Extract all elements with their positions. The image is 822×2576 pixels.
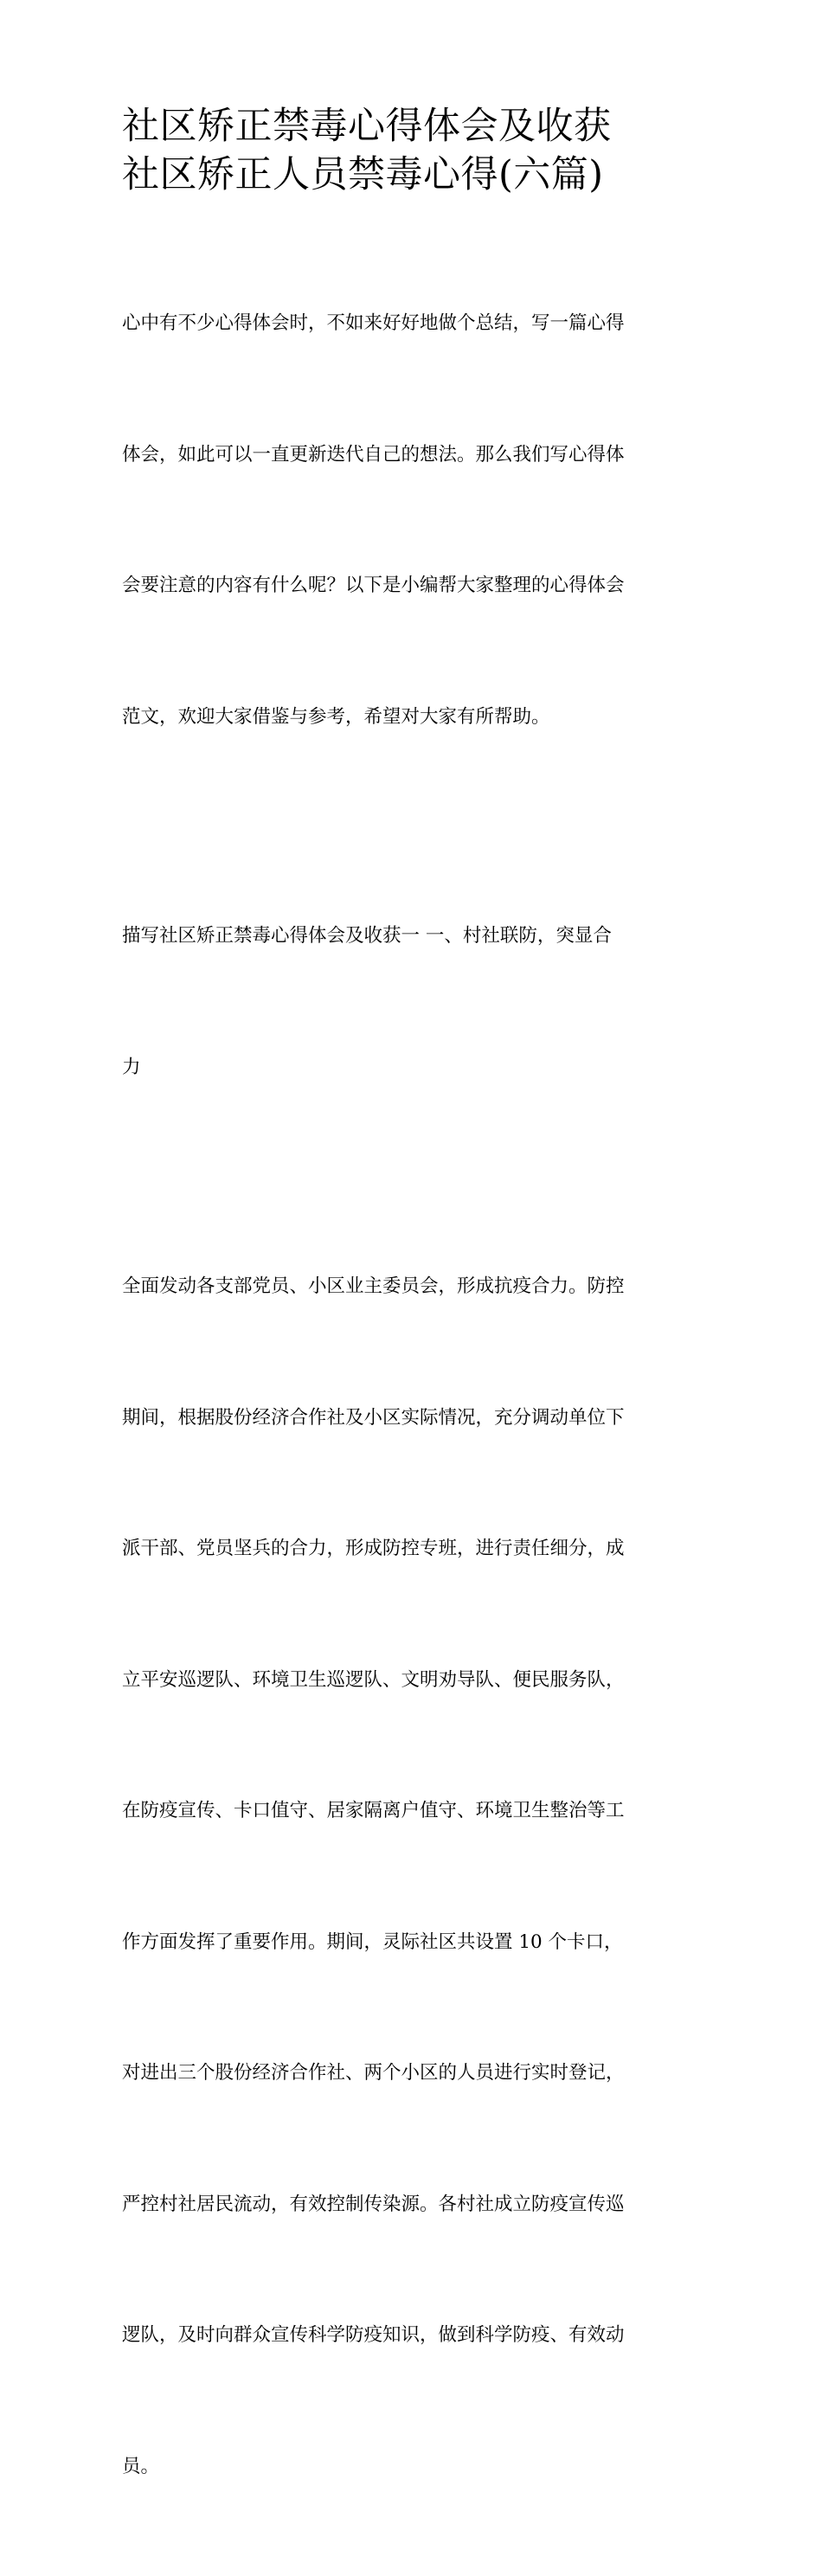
intro-line: 心中有不少心得体会时，不如来好好地做个总结，写一篇心得	[122, 312, 625, 334]
body-line: 对进出三个股份经济合作社、两个小区的人员进行实时登记，	[122, 2062, 625, 2084]
intro-line: 会要注意的内容有什么呢？以下是小编帮大家整理的心得体会	[122, 575, 625, 596]
body-line: 作方面发挥了重要作用。期间，灵际社区共设置 10 个卡口，	[122, 1930, 623, 1953]
body-line: 期间，根据股份经济合作社及小区实际情况，充分调动单位下	[122, 1406, 625, 1429]
body-line: 派干部、党员坚兵的合力，形成防控专班，进行责任细分，成	[122, 1538, 625, 1559]
intro-line: 范文，欢迎大家借鉴与参考，希望对大家有所帮助。	[122, 705, 550, 728]
body-line: 严控村社居民流动，有效控制传染源。各村社成立防疫宣传巡	[122, 2193, 625, 2215]
body-line: 逻队，及时向群众宣传科学防疫知识，做到科学防疫、有效动	[122, 2324, 625, 2346]
body-paragraph	[122, 1178, 703, 2576]
body-line: 员。	[122, 2455, 160, 2477]
intro-line: 体会，如此可以一直更新迭代自己的想法。那么我们写心得体	[122, 443, 625, 466]
body-line: 立平安巡逻队、环境卫生巡逻队、文明劝导队、便民服务队，	[122, 1668, 625, 1691]
section-heading-line: 力	[122, 1056, 141, 1078]
title-line-2: 社区矫正人员禁毒心得(六篇)	[122, 153, 604, 196]
body-line: 在防疫宣传、卡口值守、居家隔离户值守、环境卫生整治等工	[122, 1800, 625, 1821]
title-line-1: 社区矫正禁毒心得体会及收获	[122, 105, 612, 148]
section-heading	[122, 827, 703, 1177]
document-title	[122, 102, 703, 199]
section-heading-line: 描写社区矫正禁毒心得体会及收获一 一、村社联防，突显合	[122, 925, 612, 947]
body-line: 全面发动各支部党员、小区业主委员会，形成抗疫合力。防控	[122, 1275, 625, 1297]
intro-paragraph	[122, 215, 703, 826]
